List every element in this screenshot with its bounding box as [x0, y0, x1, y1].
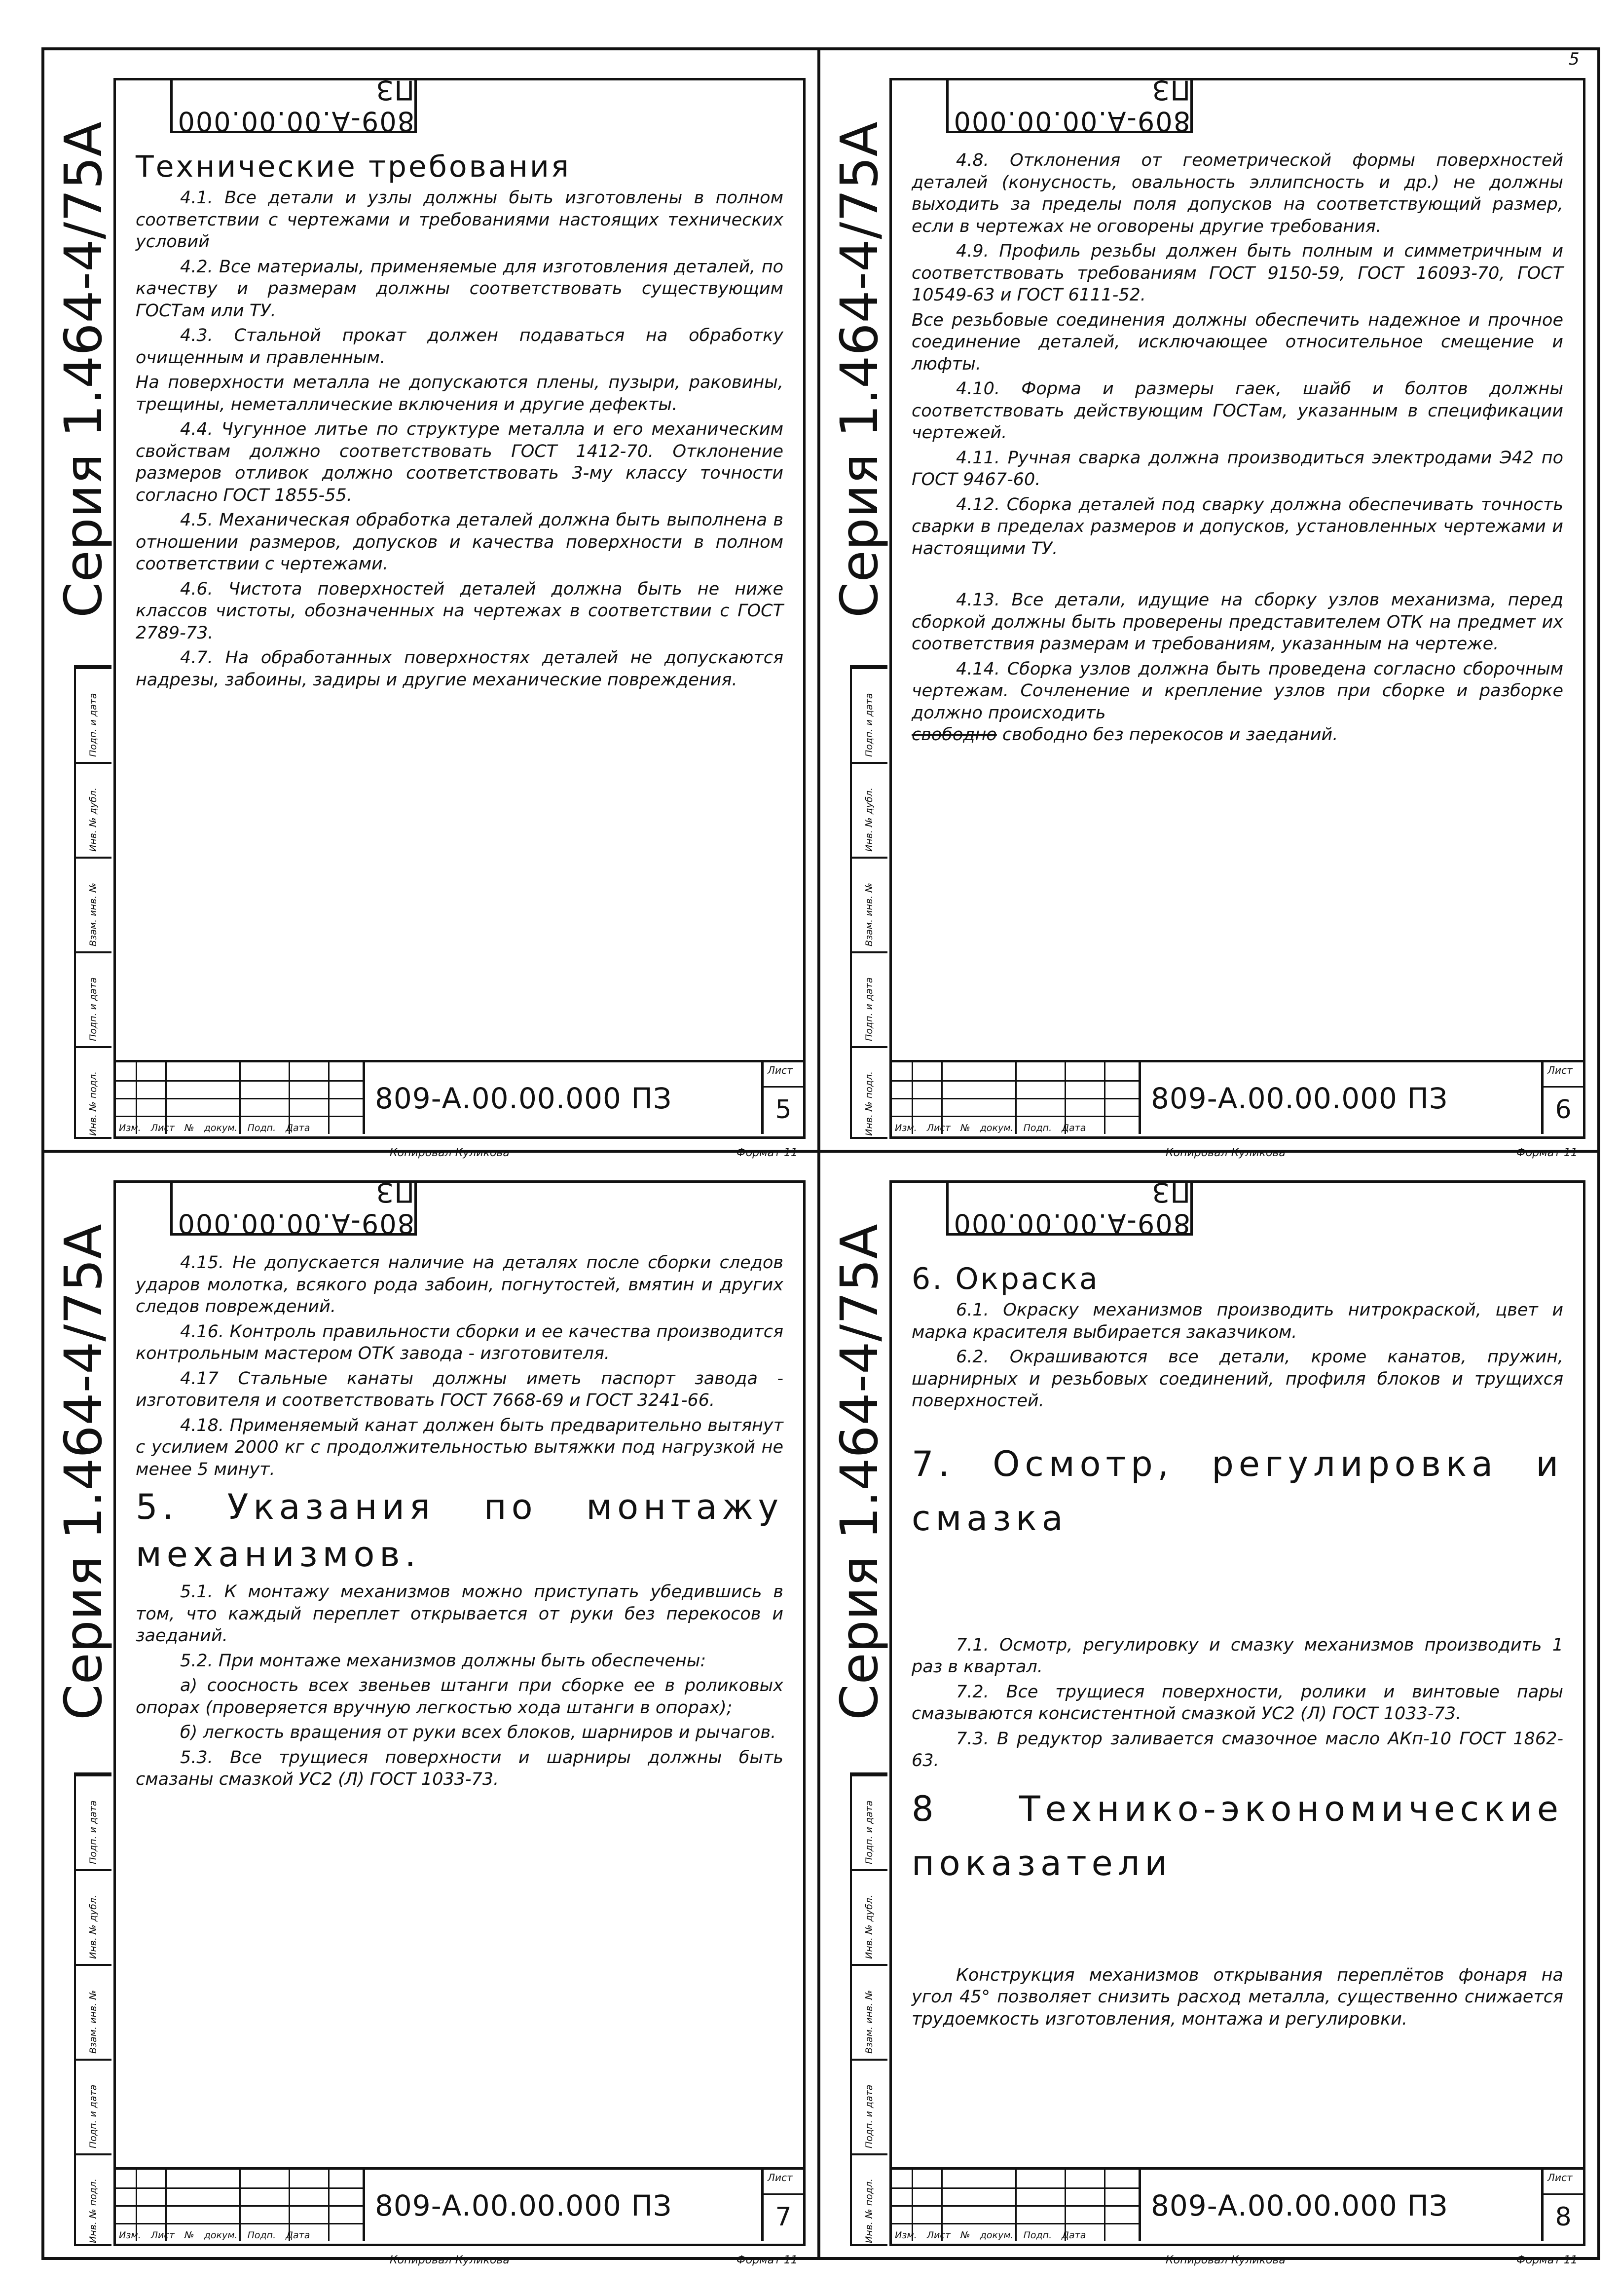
paragraph: 4.18. Применяемый канат должен быть предварительно вытянут с усилием 2000 кг с продолжительностью вытяжки под нагрузкой не менее 5 минут. [136, 1415, 783, 1479]
title-block-headers: Изм. Лист № докум. Подп. Дата [895, 2230, 1086, 2241]
paragraph: 6.1. Окраску механизмов производить нитрокраской, цвет и марка красителя выбирается заказчиком. [912, 1300, 1563, 1342]
page-content [136, 150, 783, 1028]
inner-frame [889, 1177, 1585, 2246]
footer [1136, 2254, 1578, 2265]
sheet-6: Серия 1.464-4/75А Инв. № подл. Подп. и дата Взам. инв. № Инв. № дубл. Подп. и дата 809-А.00.00.000 ПЗ 4.8. Отклонения от геометрической формы поверхностей деталей (конусность, овальность эллипсность и др.) не должны выходить за пределы поля допусков на соответствующий размер, если в чертежах не оговорены другие требования. 4.9. Профиль резьбы должен быть полным и симметричным и соответствовать требованиям ГОСТ 9150-59, ГОСТ 16093-70, ГОСТ 10549-63 и ГОСТ 6111-52. Все резьбовые соединения должны обеспечить надежное и прочное соединение деталей, исключающее относительное смещение и люфты. 4.10. Форма и размеры гаек, шайб и болтов должны соответствовать действующим ГОСТам, указанным в спецификации чертежей. 4.11. Ручная сварка должна производиться электродами Э42 по ГОСТ 9467-60. 4.12. Сборка деталей под сварку должна обеспечивать точность сварки в пределах размеров и допусков, установленных чертежами и настоящими ТУ. 4.13. Все детали, идущие на сборку узлов механизма, перед сборкой должны быть проверены представителем ОТК на предмет их соответствия размерам и требованиям, указанным на чертеже. 4.14. Сборка узлов должна быть проведена согласно сборочным чертежам. Сочленение и крепление узлов при сборке и разборке должно происходить свободно свободно без перекосов и заеданий. Изм. Лист № докум. Подп. Дата 809-А.00.00.000 ПЗ Лист 6 Копировал Куликова Формат 11 [820, 50, 1597, 1150]
paragraph: 4.4. Чугунное литье по структуре металла и его механическим свойствам должно соответствовать ГОСТ 1412-70. Отклонение размеров отливок должно соответствовать 3-му классу точности согласно ГОСТ 1855-55. [136, 419, 783, 505]
title-block [892, 1060, 1583, 1136]
struck-word: свободно [912, 725, 997, 745]
paragraph: 7.3. В редуктор заливается смазочное масло АКп-10 ГОСТ 1862-63. [912, 1729, 1563, 1770]
document-code: 809-А.00.00.000 ПЗ [1139, 2170, 1544, 2241]
paragraph: 4.12. Сборка деталей под сварку должна обеспечивать точность сварки в пределах размеров и допусков, установленных чертежами и настоящими ТУ. [912, 494, 1563, 559]
side-label: Инв. № дубл. [88, 788, 99, 852]
title-block-headers: Изм. Лист № докум. Подп. Дата [119, 2230, 310, 2241]
page-content [136, 1252, 783, 2135]
paragraph: 4.14. Сборка узлов должна быть проведена согласно сборочным чертежам. Сочленение и крепление узлов при сборке и разборке должно происходить [912, 659, 1563, 723]
side-label: Инв. № подл. [88, 2178, 99, 2243]
paragraph: На поверхности металла не допускаются плены, пузыри, раковины, трещины, неметаллические включения и другие дефекты. [136, 373, 783, 414]
section-heading: 6. Окраска [912, 1262, 1100, 1296]
document-stamp: 809-А.00.00.000 ПЗ [170, 78, 417, 133]
title-block [116, 1060, 803, 1136]
side-strip [74, 1772, 111, 2246]
title-block [116, 2167, 803, 2244]
title-block [892, 2167, 1583, 2244]
sheet-8: Серия 1.464-4/75А Инв. № подл. Подп. и дата Взам. инв. № Инв. № дубл. Подп. и дата 809-А.00.00.000 ПЗ 6. Окраска 6.1. Окраску механизмов производить нитрокраской, цвет и марка красителя выбирается заказчиком. 6.2. Окрашиваются все детали, кроме канатов, пружин, шарнирных и резьбовых соединений, профиля блоков и трущихся поверхностей. 7. Осмотр, регулировка и смазка 7.1. Осмотр, регулировку и смазку механизмов производить 1 раз в квартал. 7.2. Все трущиеся поверхности, ролики и винтовые пары смазываются консистентной смазкой УС2 (Л) ГОСТ 1033-73. 7.3. В редуктор заливается смазочное масло АКп-10 ГОСТ 1862-63. 8 Технико-экономические показатели Конструкция механизмов открывания переплётов фонаря на угол 45° позволяет снизить расход металла, существенно снижается трудоемкость изготовления, монтажа и регулировки. Изм. Лист № докум. Подп. Дата 809-А.00.00.000 ПЗ Лист 8 Копировал Куликова Формат 11 [820, 1153, 1597, 2257]
sheet-7: Серия 1.464-4/75А Инв. № подл. Подп. и дата Взам. инв. № Инв. № дубл. Подп. и дата 809-А.00.00.000 ПЗ 4.15. Не допускается наличие на деталях после сборки следов ударов молотка, всякого рода забоин, погнутостей, вмятин и других следов повреждений. 4.16. Контроль правильности сборки и ее качества производится контрольным мастером ОТК завода - изготовителя. 4.17 Стальные канаты должны иметь паспорт завода - изготовителя и соответствовать ГОСТ 7668-69 и ГОСТ 3241-66. 4.18. Применяемый канат должен быть предварительно вытянут с усилием 2000 кг с продолжительностью вытяжки под нагрузкой не менее 5 минут. 5. Указания по монтажу механизмов. 5.1. К монтажу механизмов можно приступать убедившись в том, что каждый переплет открывается от руки без перекосов и заеданий. 5.2. При монтаже механизмов должны быть обеспечены: а) соосность всех звеньев штанги при сборке ее в роликовых опорах (проверяется вручную легкостью хода штанги в опорах); б) легкость вращения от руки всех блоков, шарниров и рычагов. 5.3. Все трущиеся поверхности и шарниры должны быть смазаны смазкой УС2 (Л) ГОСТ 1033-73. Изм. Лист № докум. Подп. Дата 809-А.00.00.000 ПЗ Лист 7 Копировал Куликова Формат 11 [44, 1153, 817, 2257]
sheet-label: Лист [768, 1064, 793, 1076]
document-code: 809-А.00.00.000 ПЗ [1139, 1062, 1544, 1134]
paragraph-tail [912, 724, 1563, 746]
side-label: Инв. № дубл. [864, 1895, 875, 1959]
section-heading: 5. Указания по монтажу механизмов. [136, 1487, 783, 1575]
side-label: Взам. инв. № [88, 1990, 99, 2054]
paragraph: 4.16. Контроль правильности сборки и ее качества производится контрольным мастером ОТК завода - изготовителя. [136, 1321, 783, 1363]
side-label: Подп. и дата [88, 1800, 99, 1864]
side-label: Инв. № подл. [864, 1071, 875, 1136]
side-label: Подп. и дата [88, 693, 99, 757]
side-label: Подп. и дата [864, 977, 875, 1041]
format-label: Формат 11 [1516, 1147, 1578, 1159]
copied-by: Копировал Куликова [1166, 2254, 1286, 2266]
paragraph: 4.8. Отклонения от геометрической формы поверхностей деталей (конусность, овальность эллипсность и др.) не должны выходить за пределы поля допусков на соответствующий размер, если в чертежах не оговорены другие требования. [912, 151, 1563, 236]
section-heading: Технические требования [136, 150, 571, 184]
paragraph: 4.10. Форма и размеры гаек, шайб и болтов должны соответствовать действующим ГОСТам, указанным в спецификации чертежей. [912, 379, 1563, 443]
side-strip [850, 1772, 887, 2246]
document-code: 809-А.00.00.000 ПЗ [363, 1062, 764, 1134]
paragraph: 4.3. Стальной прокат должен подаваться на обработку очищенным и правленным. [136, 326, 783, 368]
paragraph: 4.6. Чистота поверхностей деталей должна быть не ниже классов чистоты, обозначенных на чертежах в соответствии с ГОСТ 2789-73. [136, 579, 783, 643]
section-heading: 8 Технико-экономические показатели [912, 1788, 1563, 1883]
sheet-5: Серия 1.464-4/75А Инв. № подл. Подп. и дата Взам. инв. № Инв. № дубл. Подп. и дата 809-А.00.00.000 ПЗ Технические требования 4.1. Все детали и узлы должны быть изготовлены в полном соответствии с чертежами и требованиями настоящих технических условий 4.2. Все материалы, применяемые для изготовления деталей, по качеству и размерам должны соответствовать существующим ГОСТам или ТУ. 4.3. Стальной прокат должен подаваться на обработку очищенным и правленным. На поверхности металла не допускаются плены, пузыри, раковины, трещины, неметаллические включения и другие дефекты. 4.4. Чугунное литье по структуре металла и его механическим свойствам должно соответствовать ГОСТ 1412-70. Отклонение размеров отливок должно соответствовать 3-му классу точности согласно ГОСТ 1855-55. 4.5. Механическая обработка деталей должна быть выполнена в отношении размеров, допусков и качества поверхности в полном соответствии с чертежами. 4.6. Чистота поверхностей деталей должна быть не ниже классов чистоты, обозначенных на чертежах в соответствии с ГОСТ 2789-73. 4.7. На обработанных поверхностях деталей не допускаются надрезы, забоины, задиры и другие механические повреждения. Изм. Лист № докум. Подп. Дата 809-А.00.00.000 ПЗ Лист 5 Копировал Куликова Формат 11 [44, 50, 817, 1150]
paragraph: 5.1. К монтажу механизмов можно приступать убедившись в том, что каждый переплет открывается от руки без перекосов и заеданий. [136, 1582, 783, 1646]
paragraph: 7.1. Осмотр, регулировку и смазку механизмов производить 1 раз в квартал. [912, 1635, 1563, 1677]
side-label: Подп. и дата [864, 693, 875, 757]
paragraph: 4.1. Все детали и узлы должны быть изготовлены в полном соответствии с чертежами и требованиями настоящих технических условий [136, 188, 783, 252]
document-stamp: 809-А.00.00.000 ПЗ [946, 78, 1193, 133]
inner-frame [889, 75, 1585, 1139]
copied-by: Копировал Куликова [390, 1147, 510, 1159]
side-label: Подп. и дата [88, 977, 99, 1041]
side-label: Взам. инв. № [864, 1990, 875, 2054]
paragraph: 5.3. Все трущиеся поверхности и шарниры должны быть смазаны смазкой УС2 (Л) ГОСТ 1033-73. [136, 1747, 783, 1789]
side-label: Инв. № дубл. [864, 788, 875, 852]
sheet-number: 7 [764, 2193, 803, 2239]
page-content [912, 1252, 1563, 2135]
side-label: Инв. № подл. [88, 1071, 99, 1136]
sheet-label: Лист [1547, 1064, 1573, 1076]
paragraph: 7.2. Все трущиеся поверхности, ролики и винтовые пары смазываются консистентной смазкой УС2 (Л) ГОСТ 1033-73. [912, 1682, 1563, 1724]
paragraph: 4.5. Механическая обработка деталей должна быть выполнена в отношении размеров, допусков и качества поверхности в полном соответствии с чертежами. [136, 510, 783, 574]
paragraph: 4.13. Все детали, идущие на сборку узлов механизма, перед сборкой должны быть проверены представителем ОТК на предмет их соответствия размерам и требованиям, указанным на чертеже. [912, 590, 1563, 654]
page-content [912, 150, 1563, 1028]
top-sheet-number: 5 [1569, 49, 1580, 69]
document-code: 809-А.00.00.000 ПЗ [363, 2170, 764, 2241]
paragraph: 4.15. Не допускается наличие на деталях после сборки следов ударов молотка, всякого рода забоин, погнутостей, вмятин и других следов повреждений. [136, 1253, 783, 1317]
sheet-label: Лист [1547, 2172, 1573, 2183]
paragraph: 4.2. Все материалы, применяемые для изготовления деталей, по качеству и размерам должны соответствовать существующим ГОСТам или ТУ. [136, 257, 783, 321]
format-label: Формат 11 [736, 1147, 798, 1159]
title-block-headers: Изм. Лист № докум. Подп. Дата [895, 1123, 1086, 1133]
side-strip [74, 665, 111, 1139]
footer [360, 2254, 798, 2265]
paragraph: Все резьбовые соединения должны обеспечить надежное и прочное соединение деталей, исключающее относительное смещение и люфты. [912, 310, 1563, 374]
inner-frame [113, 1177, 806, 2246]
paragraph: 6.2. Окрашиваются все детали, кроме канатов, пружин, шарнирных и резьбовых соединений, профиля блоков и трущихся поверхностей. [912, 1347, 1563, 1411]
sheet-number: 8 [1544, 2193, 1583, 2239]
format-label: Формат 11 [1516, 2254, 1578, 2266]
paragraph: 4.7. На обработанных поверхностях деталей не допускаются надрезы, забоины, задиры и другие механические повреждения. [136, 648, 783, 690]
paragraph: Конструкция механизмов открывания переплётов фонаря на угол 45° позволяет снизить расход металла, существенно снижается трудоемкость изготовления, монтажа и регулировки. [912, 1965, 1563, 2029]
sheet-number: 6 [1544, 1086, 1583, 1132]
sheet-label: Лист [768, 2172, 793, 2183]
last-line: свободно без перекосов и заеданий. [1002, 725, 1338, 745]
paragraph: 4.9. Профиль резьбы должен быть полным и симметричным и соответствовать требованиям ГОСТ 9150-59, ГОСТ 16093-70, ГОСТ 10549-63 и ГОСТ 6111-52. [912, 241, 1563, 305]
side-label: Подп. и дата [864, 2084, 875, 2148]
inner-frame [113, 75, 806, 1139]
paragraph: б) легкость вращения от руки всех блоков, шарниров и рычагов. [180, 1723, 776, 1742]
side-label: Инв. № подл. [864, 2178, 875, 2243]
format-label: Формат 11 [736, 2254, 798, 2266]
side-label: Подп. и дата [864, 1800, 875, 1864]
copied-by: Копировал Куликова [390, 2254, 510, 2266]
document-stamp: 809-А.00.00.000 ПЗ [946, 1180, 1193, 1236]
paragraph: 4.17 Стальные канаты должны иметь паспорт завода - изготовителя и соответствовать ГОСТ 7668-69 и ГОСТ 3241-66. [136, 1368, 783, 1410]
paragraph: 5.2. При монтаже механизмов должны быть обеспечены: [180, 1651, 706, 1671]
paragraph: 4.11. Ручная сварка должна производиться электродами Э42 по ГОСТ 9467-60. [912, 448, 1563, 489]
sheet-number: 5 [764, 1086, 803, 1132]
section-heading: 7. Осмотр, регулировка и смазка [912, 1443, 1563, 1539]
side-label: Взам. инв. № [88, 882, 99, 946]
document-stamp: 809-А.00.00.000 ПЗ [170, 1180, 417, 1236]
side-label: Подп. и дата [88, 2084, 99, 2148]
title-block-headers: Изм. Лист № докум. Подп. Дата [119, 1123, 310, 1133]
paragraph: а) соосность всех звеньев штанги при сборке ее в роликовых опорах (проверяется вручную легкостью хода штанги в опорах); [136, 1676, 783, 1718]
side-strip [850, 665, 887, 1139]
copied-by: Копировал Куликова [1166, 1147, 1286, 1159]
side-label: Инв. № дубл. [88, 1895, 99, 1959]
side-label: Взам. инв. № [864, 882, 875, 946]
